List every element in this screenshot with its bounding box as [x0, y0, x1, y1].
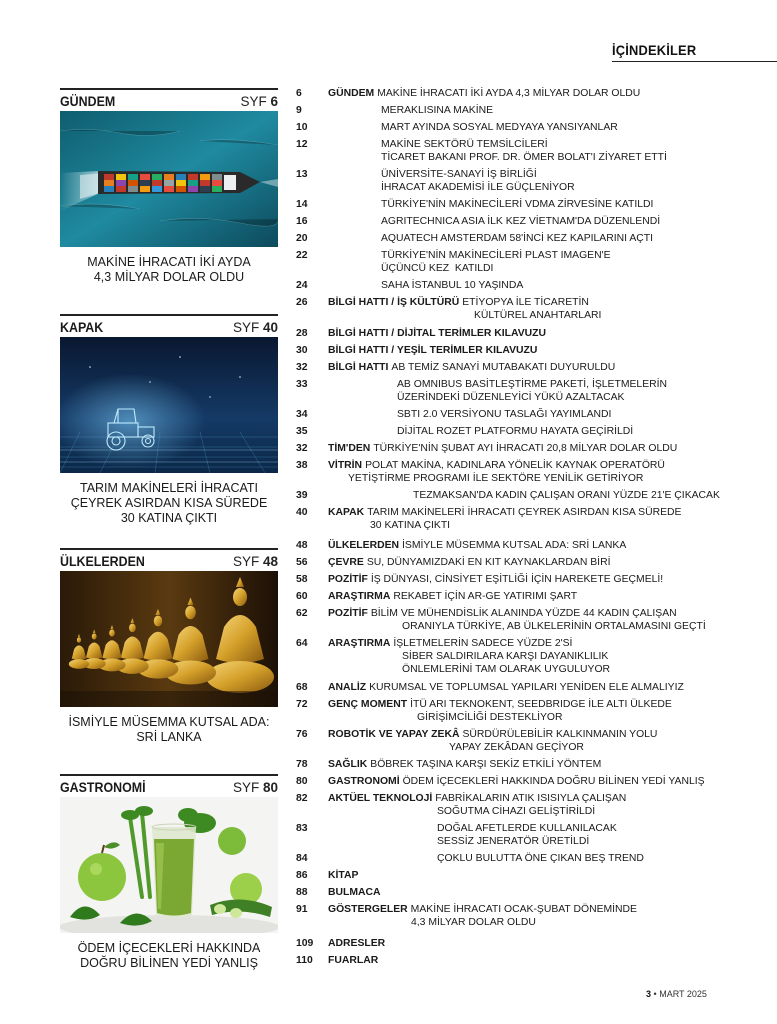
toc-page-number: 72 — [296, 699, 308, 710]
toc-page-number: 33 — [296, 379, 308, 390]
toc-page-number: 38 — [296, 460, 308, 471]
toc-title: ÜNİVERSİTE-SANAYİ İŞ BİRLİĞİ İHRACAT AKADEMİSİ İLE GÜÇLENİYOR — [381, 169, 575, 193]
toc-title: İŞLETMELERİN SADECE YÜZDE 2'Sİ SİBER SALDIRILARA KARŞI DAYANIKLILIK ÖNLEMLERİNİ TAM OLARAK UYGULUYOR — [393, 638, 611, 675]
toc-page-number: 109 — [296, 938, 314, 949]
toc-title: MAKİNE SEKTÖRÜ TEMSİLCİLERİ TİCARET BAKANI PROF. DR. ÖMER BOLAT'I ZİYARET ETTİ — [381, 139, 667, 163]
toc-title: MAKİNE İHRACATI OCAK-ŞUBAT DÖNEMİNDE 4,3 MİLYAR DOLAR OLDU — [410, 904, 637, 928]
toc-title: İŞ DÜNYASI, CİNSİYET EŞİTLİĞİ İÇİN HAREKETE GEÇMELİ! — [370, 574, 664, 585]
feature-header — [60, 88, 278, 111]
feature-section: KAPAK — [60, 320, 104, 335]
toc-section-label: ÜLKELERDEN — [328, 540, 400, 551]
toc-page-number: 13 — [296, 169, 308, 180]
toc-page-number: 34 — [296, 409, 308, 420]
toc-section-label: POZİTİF — [328, 608, 368, 619]
toc-title: AGRITECHNICA ASIA İLK KEZ VİETNAM'DA DÜZENLENDİ — [381, 216, 661, 227]
footer-separator: • — [653, 989, 657, 999]
toc-section-label: SAĞLIK — [328, 759, 368, 770]
page-footer — [646, 989, 707, 999]
toc-page-number: 26 — [296, 297, 308, 308]
toc-entry — [328, 681, 684, 694]
toc-title: TÜRKİYE'NİN ŞUBAT AYI İHRACATI 20,8 MİLYAR DOLAR OLDU — [373, 443, 678, 454]
toc-page-number: 86 — [296, 870, 308, 881]
toc-page-number: 78 — [296, 759, 308, 770]
toc-page-number: 82 — [296, 793, 308, 804]
toc-entry — [328, 442, 677, 455]
toc-page-number: 14 — [296, 199, 308, 210]
toc-page-number: 64 — [296, 638, 308, 649]
toc-page-number: 58 — [296, 574, 308, 585]
toc-page-number: 40 — [296, 507, 308, 518]
toc-title: DİJİTAL ROZET PLATFORMU HAYATA GEÇİRİLDİ — [397, 426, 634, 437]
toc-title: KURUMSAL VE TOPLUMSAL YAPILARI YENİDEN ELE ALMALIYIZ — [369, 682, 684, 693]
toc-title: TÜRKİYE'NİN MAKİNECİLERİ VDMA ZİRVESİNE KATILDI — [381, 199, 654, 210]
toc-title: REKABET İÇİN AR-GE YATIRIMI ŞART — [393, 591, 578, 602]
toc-entry — [328, 792, 627, 817]
toc-page-number: 110 — [296, 955, 313, 966]
toc-section-label: KİTAP — [328, 870, 359, 881]
toc-title: TÜRKİYE'NİN MAKİNECİLERİ PLAST IMAGEN'E ÜÇÜNCÜ KEZ KATILDI — [381, 250, 611, 274]
toc-page-number: 22 — [296, 250, 308, 261]
toc-title: SAHA İSTANBUL 10 YAŞINDA — [381, 280, 524, 291]
toc-entry — [397, 408, 611, 421]
toc-section-label: GENÇ MOMENT — [328, 699, 408, 710]
toc-entry — [328, 937, 388, 950]
toc-section-label: BİLGİ HATTI / YEŞİL TERİMLER KILAVUZU — [328, 345, 538, 356]
toc-title: FABRİKALARIN ATIK ISISIYLA ÇALIŞAN SOĞUTMA CİHAZI GELİŞTİRİLDİ — [435, 793, 627, 817]
feature-caption: MAKİNE İHRACATI İKİ AYDA 4,3 MİLYAR DOLAR OLDU — [87, 255, 251, 284]
feature-gundem[interactable] — [60, 88, 278, 285]
toc-page-number: 84 — [296, 853, 308, 864]
toc-page-number: 6 — [296, 88, 302, 99]
toc-page-number: 56 — [296, 557, 308, 568]
toc-page-number: 9 — [296, 105, 302, 116]
toc-title: ÖDEM İÇECEKLERİ HAKKINDA DOĞRU BİLİNEN YEDİ YANLIŞ — [402, 776, 705, 787]
toc-entry — [381, 168, 575, 194]
feature-section: GÜNDEM — [60, 94, 116, 109]
toc-page-number: 88 — [296, 887, 308, 898]
toc-page-number: 60 — [296, 591, 308, 602]
toc-title: BİLİM VE MÜHENDİSLİK ALANINDA YÜZDE 44 KADIN ÇALIŞAN ORANIYLA TÜRKİYE, AB ÜLKELERİNİN ORTALAMASINI GEÇTİ — [370, 608, 706, 632]
toc-page-number: 24 — [296, 280, 308, 291]
toc-page-number: 62 — [296, 608, 308, 619]
toc-entry — [381, 232, 653, 245]
toc-page-number: 32 — [296, 362, 308, 373]
toc-title: MART AYINDA SOSYAL MEDYAYA YANSIYANLAR — [381, 122, 618, 133]
toc-section-label: ARAŞTIRMA — [328, 638, 391, 649]
toc-entry — [328, 637, 611, 675]
feature-page: SYF 48 — [232, 554, 278, 569]
toc-entry — [381, 198, 653, 211]
toc-entry — [328, 903, 637, 928]
page-header — [612, 42, 777, 62]
toc-title: TEZMAKSAN'DA KADIN ÇALIŞAN ORANI YÜZDE 21'E ÇIKACAK — [413, 490, 720, 501]
toc-entry — [397, 425, 633, 438]
toc-entry — [328, 344, 540, 357]
feature-section: GASTRONOMİ — [60, 780, 146, 795]
toc-entry — [328, 556, 610, 569]
toc-entry — [328, 506, 682, 531]
toc-entry — [328, 590, 577, 603]
toc-entry — [381, 138, 667, 164]
container-ship-image[interactable] — [60, 111, 278, 247]
toc-entry — [437, 822, 617, 848]
feature-caption: TARIM MAKİNELERİ İHRACATI ÇEYREK ASIRDAN KISA SÜREDE 30 KATINA ÇIKTI — [70, 481, 268, 525]
toc-entry — [328, 607, 706, 632]
issue-date: MART 2025 — [659, 989, 707, 999]
toc-page-number: 83 — [296, 823, 308, 834]
toc-title: İTÜ ARI TEKNOKENT, SEEDBRIDGE İLE ALTI ÜLKEDE GİRİŞİMCİLİĞİ DESTEKLİYOR — [410, 699, 672, 723]
feature-page: SYF 40 — [232, 320, 278, 335]
toc-entry — [381, 279, 523, 292]
toc-section-label: GÖSTERGELER — [328, 904, 408, 915]
toc-entry — [381, 104, 493, 117]
toc-entry — [328, 296, 602, 321]
feature-gastronomi[interactable] — [60, 774, 278, 971]
toc-page-number: 32 — [296, 443, 308, 454]
toc-entry — [328, 758, 601, 771]
toc-page-number: 30 — [296, 345, 308, 356]
toc-title: ÇOKLU BULUTTA ÖNE ÇIKAN BEŞ TREND — [437, 853, 644, 864]
toc-section-label: ADRESLER — [328, 938, 386, 949]
toc-title: DOĞAL AFETLERDE KULLANILACAK SESSİZ JENERATÖR ÜRETİLDİ — [437, 823, 617, 847]
toc-section-label: GÜNDEM — [328, 88, 375, 99]
toc-page-number: 48 — [296, 540, 308, 551]
toc-section-label: ANALİZ — [328, 682, 367, 693]
feature-page: SYF 6 — [240, 94, 278, 109]
toc-title: SÜRDÜRÜLEBİLİR KALKINMANIN YOLU YAPAY ZEKÂDAN GEÇİYOR — [449, 729, 658, 753]
toc-section-label: ROBOTİK VE YAPAY ZEKÂ — [328, 729, 460, 740]
toc-entry — [437, 852, 644, 865]
toc-page-number: 91 — [296, 904, 308, 915]
digital-tractor-image[interactable] — [60, 337, 278, 473]
toc-entry — [328, 87, 640, 100]
header-rule — [612, 61, 777, 62]
toc-title: POLAT MAKİNA, KADINLARA YÖNELİK KAYNAK OPERATÖRÜ YETİŞTİRME PROGRAMI İLE SEKTÖRE YENİLİK GETİRİYOR — [348, 460, 665, 484]
toc-title: SBTI 2.0 VERSİYONU TASLAĞI YAYIMLANDI — [397, 409, 612, 420]
toc-page-number: 80 — [296, 776, 308, 787]
toc-title: ETİYOPYA İLE TİCARETİN KÜLTÜREL ANAHTARLARI — [462, 297, 602, 321]
feature-header — [60, 548, 278, 571]
toc-section-label: VİTRİN — [328, 460, 363, 471]
toc-title: AQUATECH AMSTERDAM 58'İNCİ KEZ KAPILARINI AÇTI — [381, 233, 654, 244]
toc-page-number: 10 — [296, 122, 308, 133]
toc-page-number: 35 — [296, 426, 308, 437]
toc-entry — [328, 698, 672, 723]
toc-section-label: ÇEVRE — [328, 557, 364, 568]
toc-entry — [381, 121, 618, 134]
toc-entry — [328, 728, 658, 753]
toc-entry — [381, 249, 611, 275]
toc-entry — [328, 886, 384, 899]
toc-entry — [328, 954, 381, 967]
page-title: İÇİNDEKİLER — [612, 42, 697, 58]
toc-section-label: KAPAK — [328, 507, 365, 518]
toc-entry — [328, 361, 615, 374]
feature-page: SYF 80 — [232, 780, 278, 795]
buddha-statues-image[interactable] — [60, 571, 278, 707]
toc-page-number: 28 — [296, 328, 308, 339]
toc-section-label: ARAŞTIRMA — [328, 591, 391, 602]
feature-caption: İSMİYLE MÜSEMMA KUTSAL ADA: SRİ LANKA — [68, 715, 270, 744]
toc-entry — [328, 775, 705, 788]
feature-ulkelerden[interactable] — [60, 548, 278, 745]
toc-page-number: 20 — [296, 233, 308, 244]
feature-kapak[interactable] — [60, 314, 278, 526]
toc-page-number: 12 — [296, 139, 308, 150]
toc-entry — [328, 869, 361, 882]
toc-section-label: BULMACA — [328, 887, 381, 898]
toc-entry — [328, 573, 663, 586]
toc-section-label: BİLGİ HATTI — [328, 362, 389, 373]
toc-section-label: TİM'DEN — [328, 443, 371, 454]
toc-section-label: BİLGİ HATTI / İŞ KÜLTÜRÜ — [328, 297, 460, 308]
toc-entry — [381, 215, 660, 228]
toc-page-number: 16 — [296, 216, 308, 227]
toc-page-number: 39 — [296, 490, 308, 501]
feature-caption: ÖDEM İÇECEKLERİ HAKKINDA DOĞRU BİLİNEN YEDİ YANLIŞ — [77, 941, 261, 970]
toc-entry — [413, 489, 720, 502]
toc-entry — [328, 327, 549, 340]
toc-entry — [397, 378, 667, 404]
toc-section-label: AKTÜEL TEKNOLOJİ — [328, 793, 433, 804]
toc-section-label: POZİTİF — [328, 574, 368, 585]
toc-page-number: 76 — [296, 729, 308, 740]
feature-header — [60, 774, 278, 797]
toc-section-label: BİLGİ HATTI / DİJİTAL TERİMLER KILAVUZU — [328, 328, 546, 339]
toc-section-label: GASTRONOMİ — [328, 776, 400, 787]
toc-entry — [328, 539, 626, 552]
toc-title: MERAKLISINA MAKİNE — [381, 105, 494, 116]
toc-entry — [328, 459, 665, 484]
toc-title: AB OMNIBUS BASİTLEŞTİRME PAKETİ, İŞLETMELERİN ÜZERİNDEKİ DÜZENLEYİCİ YÜKÜ AZALTACAK — [397, 379, 668, 403]
toc-title: BÖBREK TAŞINA KARŞI SEKİZ ETKİLİ YÖNTEM — [370, 759, 602, 770]
toc-title: İSMİYLE MÜSEMMA KUTSAL ADA: SRİ LANKA — [402, 540, 627, 551]
toc-page-number: 68 — [296, 682, 308, 693]
toc-section-label: FUARLAR — [328, 955, 379, 966]
toc-title: AB TEMİZ SANAYİ MUTABAKATI DUYURULDU — [391, 362, 616, 373]
toc-title: SU, DÜNYAMIZDAKİ EN KIT KAYNAKLARDAN BİRİ — [366, 557, 611, 568]
toc-title: TARIM MAKİNELERİ İHRACATI ÇEYREK ASIRDAN KISA SÜREDE 30 KATINA ÇIKTI — [367, 507, 682, 531]
feature-header — [60, 314, 278, 337]
page-number: 3 — [646, 989, 652, 999]
green-juice-image[interactable] — [60, 797, 278, 933]
toc-title: MAKİNE İHRACATI İKİ AYDA 4,3 MİLYAR DOLAR OLDU — [377, 88, 641, 99]
feature-section: ÜLKELERDEN — [60, 554, 145, 569]
